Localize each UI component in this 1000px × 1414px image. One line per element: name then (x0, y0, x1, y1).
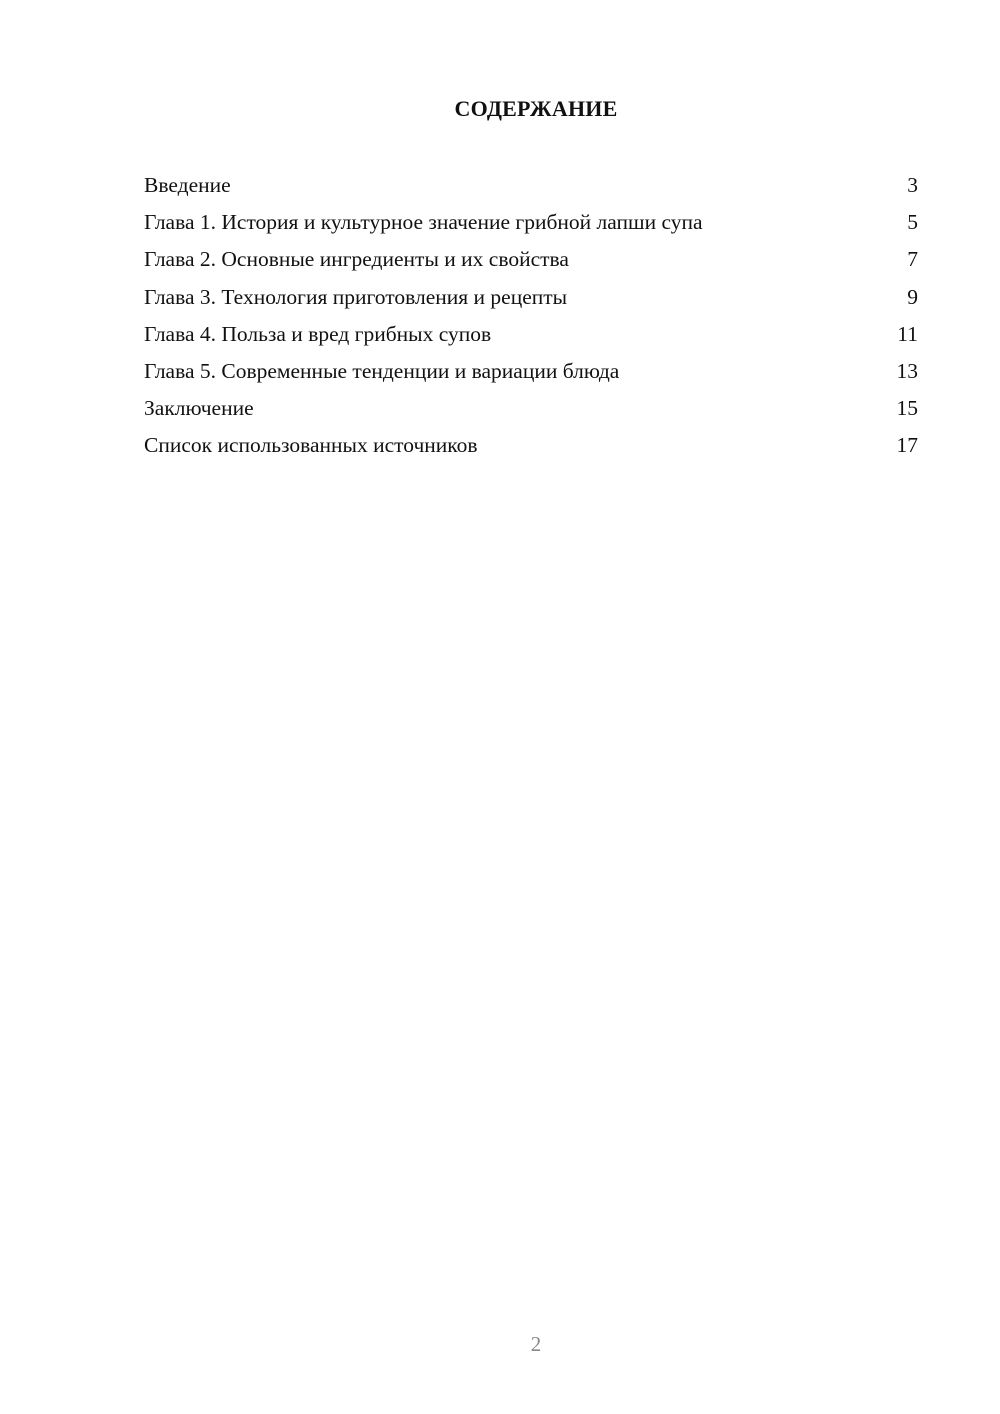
toc-entry-page: 5 (907, 210, 918, 235)
page-number: 2 (530, 1332, 542, 1356)
toc-entry-page: 3 (907, 173, 918, 197)
toc-entry-chapter-4 (144, 319, 918, 356)
toc-entry-label: Глава 5. Современные тенденции и вариации блюда (144, 358, 620, 383)
toc-entry-page: 9 (907, 284, 918, 309)
toc-entry-label: Заключение (144, 396, 254, 421)
toc-entry-chapter-3 (144, 282, 918, 319)
toc-entry-label: Глава 3. Технология приготовления и рецепты (144, 284, 568, 309)
page-title: СОДЕРЖАНИЕ (454, 96, 618, 121)
toc-entry-label: Глава 1. История и культурное значение грибной лапши супа (144, 210, 703, 235)
toc-entry-page: 13 (896, 358, 918, 383)
toc-entry-page: 7 (907, 247, 918, 272)
toc-entry-chapter-2 (144, 244, 918, 281)
toc-entry-introduction (144, 170, 918, 207)
toc-entry-label: Глава 4. Польза и вред грибных супов (144, 321, 492, 346)
toc-entry-label: Глава 2. Основные ингредиенты и их свойства (144, 247, 569, 272)
toc-entry-chapter-5 (144, 356, 918, 393)
toc-entry-page: 11 (897, 321, 918, 346)
toc-entry-conclusion (144, 393, 918, 430)
toc-entry-page: 15 (896, 396, 918, 421)
toc-entry-label: Введение (144, 173, 231, 197)
toc-entry-chapter-1 (144, 207, 918, 244)
table-of-contents (144, 170, 918, 468)
toc-entry-page: 17 (896, 433, 918, 458)
toc-entry-label: Список использованных источников (144, 433, 478, 458)
toc-entry-references (144, 430, 918, 467)
